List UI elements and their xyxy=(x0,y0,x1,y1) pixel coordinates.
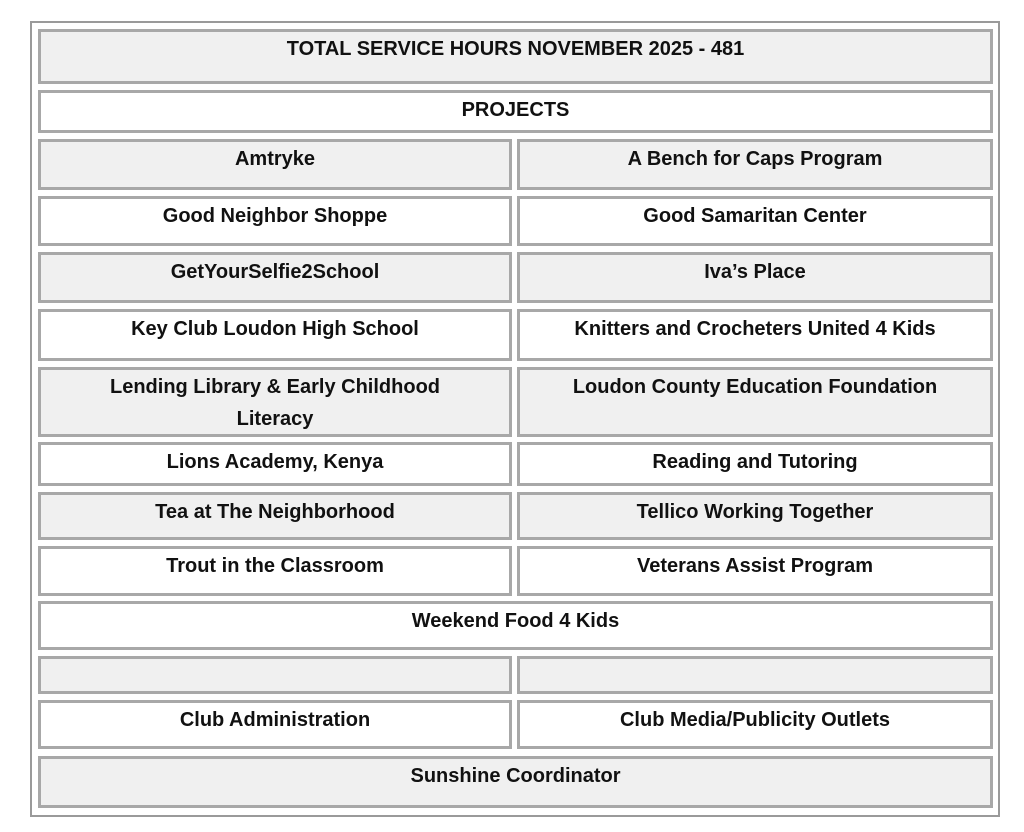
empty-cell-right xyxy=(517,656,993,694)
project-lending-library xyxy=(38,367,512,437)
project-getyourselfie2school: GetYourSelfie2School xyxy=(38,252,512,303)
empty-cell-left xyxy=(38,656,512,694)
project-amtryke: Amtryke xyxy=(38,139,512,190)
total-hours-title: TOTAL SERVICE HOURS NOVEMBER 2025 - 481 xyxy=(38,29,993,84)
project-veterans-assist: Veterans Assist Program xyxy=(517,546,993,596)
sunshine-coordinator: Sunshine Coordinator xyxy=(38,756,993,808)
project-good-neighbor-shoppe: Good Neighbor Shoppe xyxy=(38,196,512,246)
project-lions-academy: Lions Academy, Kenya xyxy=(38,442,512,486)
project-loudon-county-education: Loudon County Education Foundation xyxy=(517,367,993,437)
club-media-publicity: Club Media/Publicity Outlets xyxy=(517,700,993,749)
project-ivas-place: Iva’s Place xyxy=(517,252,993,303)
project-weekend-food: Weekend Food 4 Kids xyxy=(38,601,993,650)
project-reading-tutoring: Reading and Tutoring xyxy=(517,442,993,486)
project-key-club: Key Club Loudon High School xyxy=(38,309,512,361)
lending-library-line1: Lending Library & Early Childhood xyxy=(109,376,441,398)
project-tea-neighborhood: Tea at The Neighborhood xyxy=(38,492,512,540)
club-administration: Club Administration xyxy=(38,700,512,749)
project-good-samaritan-center: Good Samaritan Center xyxy=(517,196,993,246)
lending-library-line2: Literacy xyxy=(236,408,314,430)
projects-heading: PROJECTS xyxy=(38,90,993,133)
project-tellico-working-together: Tellico Working Together xyxy=(517,492,993,540)
project-bench-for-caps: A Bench for Caps Program xyxy=(517,139,993,190)
project-trout-classroom: Trout in the Classroom xyxy=(38,546,512,596)
project-knitters-crocheters: Knitters and Crocheters United 4 Kids xyxy=(517,309,993,361)
